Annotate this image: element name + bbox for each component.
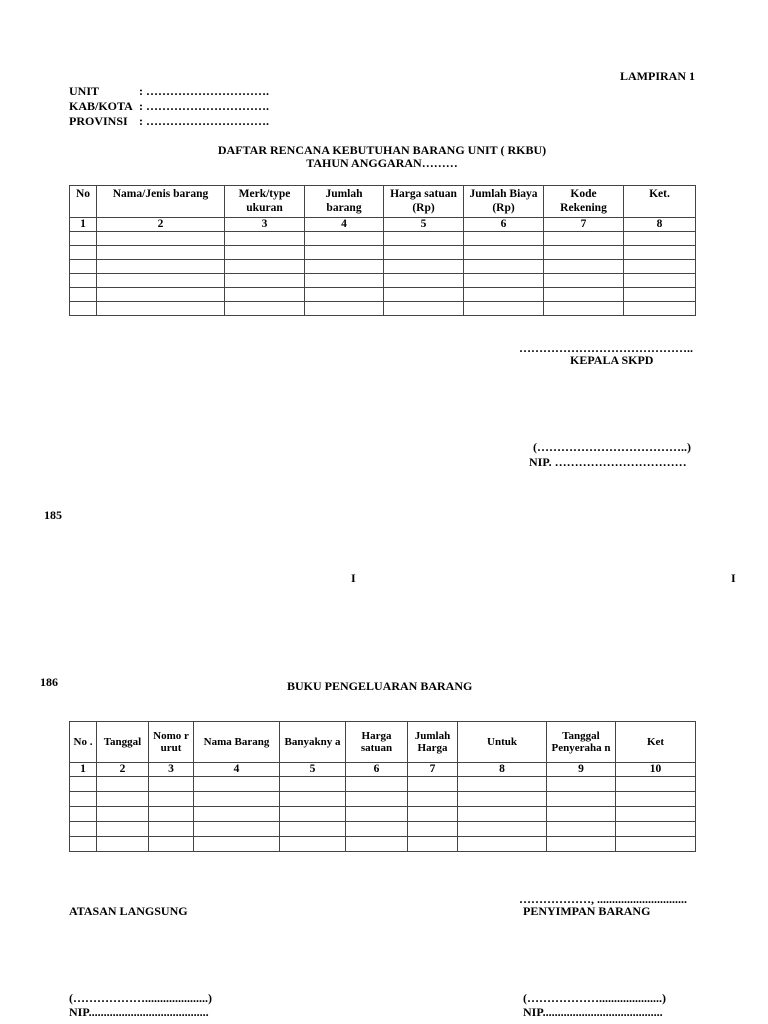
rkbu-blank-rows <box>70 232 696 316</box>
rkbu-blank-cell <box>70 302 97 316</box>
rkbu-blank-cell <box>384 302 464 316</box>
sign1-place-date: …………………………………….. <box>519 341 693 355</box>
bpb-blank-row <box>70 807 696 822</box>
bpb-num-cell: 3 <box>149 763 194 777</box>
bpb-blank-cell <box>346 792 408 807</box>
header-field-unit <box>69 84 269 99</box>
rkbu-col-no: No <box>70 186 97 218</box>
bpb-blank-cell <box>547 837 616 852</box>
bpb-table <box>69 721 696 852</box>
rkbu-col-biaya: Jumlah Biaya (Rp) <box>464 186 544 218</box>
bpb-num-cell: 10 <box>616 763 696 777</box>
bpb-blank-cell <box>280 822 346 837</box>
rkbu-blank-cell <box>97 232 225 246</box>
rkbu-blank-cell <box>225 288 305 302</box>
bpb-blank-row <box>70 777 696 792</box>
bpb-num-cell: 8 <box>458 763 547 777</box>
bpb-blank-cell <box>97 807 149 822</box>
bpb-col-nama: Nama Barang <box>194 722 280 763</box>
bpb-blank-cell <box>280 777 346 792</box>
bpb-number-row <box>70 763 696 777</box>
rkbu-blank-cell <box>624 288 696 302</box>
rkbu-blank-cell <box>225 274 305 288</box>
bpb-blank-rows <box>70 777 696 852</box>
rkbu-blank-cell <box>225 232 305 246</box>
bpb-blank-cell <box>194 822 280 837</box>
rkbu-blank-cell <box>544 246 624 260</box>
bpb-col-ket: Ket <box>616 722 696 763</box>
header-field-kabkota <box>69 99 269 114</box>
rkbu-blank-cell <box>624 274 696 288</box>
page-number-186: 186 <box>40 675 58 689</box>
bpb-blank-cell <box>547 777 616 792</box>
rkbu-blank-cell <box>464 288 544 302</box>
rkbu-blank-row <box>70 260 696 274</box>
bpb-blank-cell <box>458 777 547 792</box>
bpb-blank-cell <box>547 792 616 807</box>
bpb-num-cell: 4 <box>194 763 280 777</box>
rkbu-blank-cell <box>624 260 696 274</box>
header-field-unit-sep: : <box>139 84 143 98</box>
header-field-kabkota-dots: …………………………. <box>146 99 269 113</box>
bpb-blank-cell <box>97 837 149 852</box>
rkbu-blank-row <box>70 246 696 260</box>
rkbu-blank-cell <box>464 302 544 316</box>
rkbu-blank-cell <box>464 260 544 274</box>
bpb-blank-row <box>70 822 696 837</box>
rkbu-blank-cell <box>70 274 97 288</box>
bpb-blank-cell <box>616 777 696 792</box>
bpb-blank-cell <box>70 777 97 792</box>
rkbu-col-jumlah: Jumlah barang <box>305 186 384 218</box>
bpb-col-no: No . <box>70 722 97 763</box>
rkbu-blank-cell <box>464 274 544 288</box>
bpb-blank-cell <box>194 837 280 852</box>
bpb-col-jumlah: Jumlah Harga <box>408 722 458 763</box>
rkbu-num-cell: 8 <box>624 218 696 232</box>
rkbu-title: DAFTAR RENCANA KEBUTUHAN BARANG UNIT ( RKBU) <box>217 143 547 157</box>
bpb-num-cell: 5 <box>280 763 346 777</box>
bpb-blank-cell <box>149 822 194 837</box>
rkbu-col-merk: Merk/type ukuran <box>225 186 305 218</box>
rkbu-blank-cell <box>305 274 384 288</box>
rkbu-blank-cell <box>384 260 464 274</box>
bpb-blank-cell <box>458 837 547 852</box>
rkbu-blank-row <box>70 302 696 316</box>
bpb-blank-cell <box>616 837 696 852</box>
bpb-blank-cell <box>458 822 547 837</box>
page-number-185: 185 <box>44 508 62 522</box>
header-field-provinsi-dots: …………………………. <box>146 114 269 128</box>
bpb-blank-cell <box>149 792 194 807</box>
header-field-unit-label: UNIT <box>69 84 100 98</box>
rkbu-header-row <box>70 186 696 218</box>
header-field-provinsi <box>69 114 269 129</box>
bpb-blank-cell <box>149 807 194 822</box>
rkbu-col-ket: Ket. <box>624 186 696 218</box>
bpb-blank-cell <box>194 792 280 807</box>
bpb-blank-cell <box>149 837 194 852</box>
bpb-blank-cell <box>408 807 458 822</box>
bpb-blank-cell <box>547 807 616 822</box>
sign-left-name: (……………….....................) <box>69 991 212 1005</box>
bpb-blank-cell <box>194 807 280 822</box>
bpb-blank-cell <box>458 792 547 807</box>
header-field-unit-dots: …………………………. <box>146 84 269 98</box>
rkbu-col-harga: Harga satuan (Rp) <box>384 186 464 218</box>
header-field-kabkota-label: KAB/KOTA <box>69 99 133 113</box>
rkbu-col-nama: Nama/Jenis barang <box>97 186 225 218</box>
rkbu-blank-cell <box>384 274 464 288</box>
rkbu-blank-cell <box>384 232 464 246</box>
bpb-blank-cell <box>70 807 97 822</box>
bpb-blank-cell <box>280 837 346 852</box>
rkbu-num-cell: 2 <box>97 218 225 232</box>
rkbu-num-cell: 1 <box>70 218 97 232</box>
bpb-blank-cell <box>408 822 458 837</box>
rkbu-blank-cell <box>544 288 624 302</box>
rkbu-blank-cell <box>464 246 544 260</box>
bpb-blank-cell <box>346 807 408 822</box>
bpb-blank-cell <box>70 837 97 852</box>
sign-right-nip: NIP........................................ <box>523 1005 663 1019</box>
rkbu-table <box>69 185 696 316</box>
bpb-blank-cell <box>346 837 408 852</box>
bpb-blank-cell <box>408 777 458 792</box>
rkbu-blank-cell <box>97 274 225 288</box>
bpb-num-cell: 6 <box>346 763 408 777</box>
rkbu-blank-cell <box>225 246 305 260</box>
bpb-blank-cell <box>280 792 346 807</box>
bpb-blank-cell <box>149 777 194 792</box>
bpb-num-cell: 1 <box>70 763 97 777</box>
sign1-title: KEPALA SKPD <box>570 353 654 367</box>
bpb-num-cell: 7 <box>408 763 458 777</box>
rkbu-blank-cell <box>70 246 97 260</box>
rkbu-num-cell: 3 <box>225 218 305 232</box>
rkbu-blank-cell <box>97 288 225 302</box>
rkbu-subtitle: TAHUN ANGGARAN……… <box>306 156 458 170</box>
bpb-blank-cell <box>616 822 696 837</box>
header-field-kabkota-sep: : <box>139 99 143 113</box>
rkbu-blank-cell <box>305 246 384 260</box>
rkbu-blank-cell <box>70 260 97 274</box>
bpb-header-row <box>70 722 696 763</box>
bpb-col-tanggal: Tanggal <box>97 722 149 763</box>
rkbu-num-cell: 5 <box>384 218 464 232</box>
rkbu-blank-cell <box>225 260 305 274</box>
bpb-blank-cell <box>408 837 458 852</box>
bpb-col-harga: Harga satuan <box>346 722 408 763</box>
page-marker-right: I <box>731 571 736 585</box>
rkbu-blank-row <box>70 288 696 302</box>
sign-right-place-date: ………………, .............................. <box>519 892 687 906</box>
rkbu-blank-row <box>70 274 696 288</box>
rkbu-blank-cell <box>97 302 225 316</box>
bpb-blank-cell <box>458 807 547 822</box>
bpb-blank-cell <box>70 822 97 837</box>
rkbu-num-cell: 6 <box>464 218 544 232</box>
rkbu-number-row <box>70 218 696 232</box>
bpb-col-tgl-penyerahan: Tanggal Penyeraha n <box>547 722 616 763</box>
rkbu-blank-cell <box>544 260 624 274</box>
bpb-col-untuk: Untuk <box>458 722 547 763</box>
rkbu-col-kode: Kode Rekening <box>544 186 624 218</box>
bpb-num-cell: 2 <box>97 763 149 777</box>
bpb-blank-cell <box>346 822 408 837</box>
rkbu-num-cell: 4 <box>305 218 384 232</box>
bpb-blank-row <box>70 837 696 852</box>
rkbu-blank-cell <box>70 232 97 246</box>
rkbu-blank-cell <box>544 232 624 246</box>
rkbu-blank-cell <box>624 246 696 260</box>
header-field-provinsi-sep: : <box>139 114 143 128</box>
rkbu-blank-cell <box>544 274 624 288</box>
bpb-blank-cell <box>547 822 616 837</box>
rkbu-blank-cell <box>70 288 97 302</box>
bpb-blank-cell <box>616 792 696 807</box>
bpb-blank-cell <box>346 777 408 792</box>
bpb-title: BUKU PENGELUARAN BARANG <box>287 679 473 693</box>
bpb-blank-cell <box>97 777 149 792</box>
sign1-name: (………………………………..) <box>533 440 691 454</box>
lampiran-label: LAMPIRAN 1 <box>620 69 695 83</box>
rkbu-blank-cell <box>97 260 225 274</box>
rkbu-blank-cell <box>305 260 384 274</box>
rkbu-num-cell: 7 <box>544 218 624 232</box>
rkbu-blank-cell <box>305 288 384 302</box>
bpb-blank-cell <box>97 792 149 807</box>
bpb-col-banyaknya: Banyakny a <box>280 722 346 763</box>
rkbu-blank-cell <box>305 302 384 316</box>
sign1-nip: NIP. …………………………… <box>529 455 687 469</box>
rkbu-blank-row <box>70 232 696 246</box>
bpb-blank-row <box>70 792 696 807</box>
bpb-num-cell: 9 <box>547 763 616 777</box>
bpb-blank-cell <box>280 807 346 822</box>
rkbu-blank-cell <box>464 232 544 246</box>
bpb-blank-cell <box>616 807 696 822</box>
sign-left-nip: NIP........................................ <box>69 1005 209 1019</box>
sign-right-title: PENYIMPAN BARANG <box>523 904 651 918</box>
rkbu-blank-cell <box>305 232 384 246</box>
bpb-col-nomor: Nomo r urut <box>149 722 194 763</box>
sign-left-title: ATASAN LANGSUNG <box>69 904 188 918</box>
rkbu-blank-cell <box>544 302 624 316</box>
header-field-provinsi-label: PROVINSI <box>69 114 128 128</box>
page-marker-left: I <box>351 571 356 585</box>
rkbu-blank-cell <box>384 288 464 302</box>
rkbu-blank-cell <box>624 232 696 246</box>
sign-right-name: (……………….....................) <box>523 991 666 1005</box>
bpb-blank-cell <box>70 792 97 807</box>
bpb-blank-cell <box>194 777 280 792</box>
bpb-blank-cell <box>408 792 458 807</box>
rkbu-blank-cell <box>384 246 464 260</box>
bpb-blank-cell <box>97 822 149 837</box>
rkbu-blank-cell <box>624 302 696 316</box>
rkbu-blank-cell <box>225 302 305 316</box>
rkbu-blank-cell <box>97 246 225 260</box>
